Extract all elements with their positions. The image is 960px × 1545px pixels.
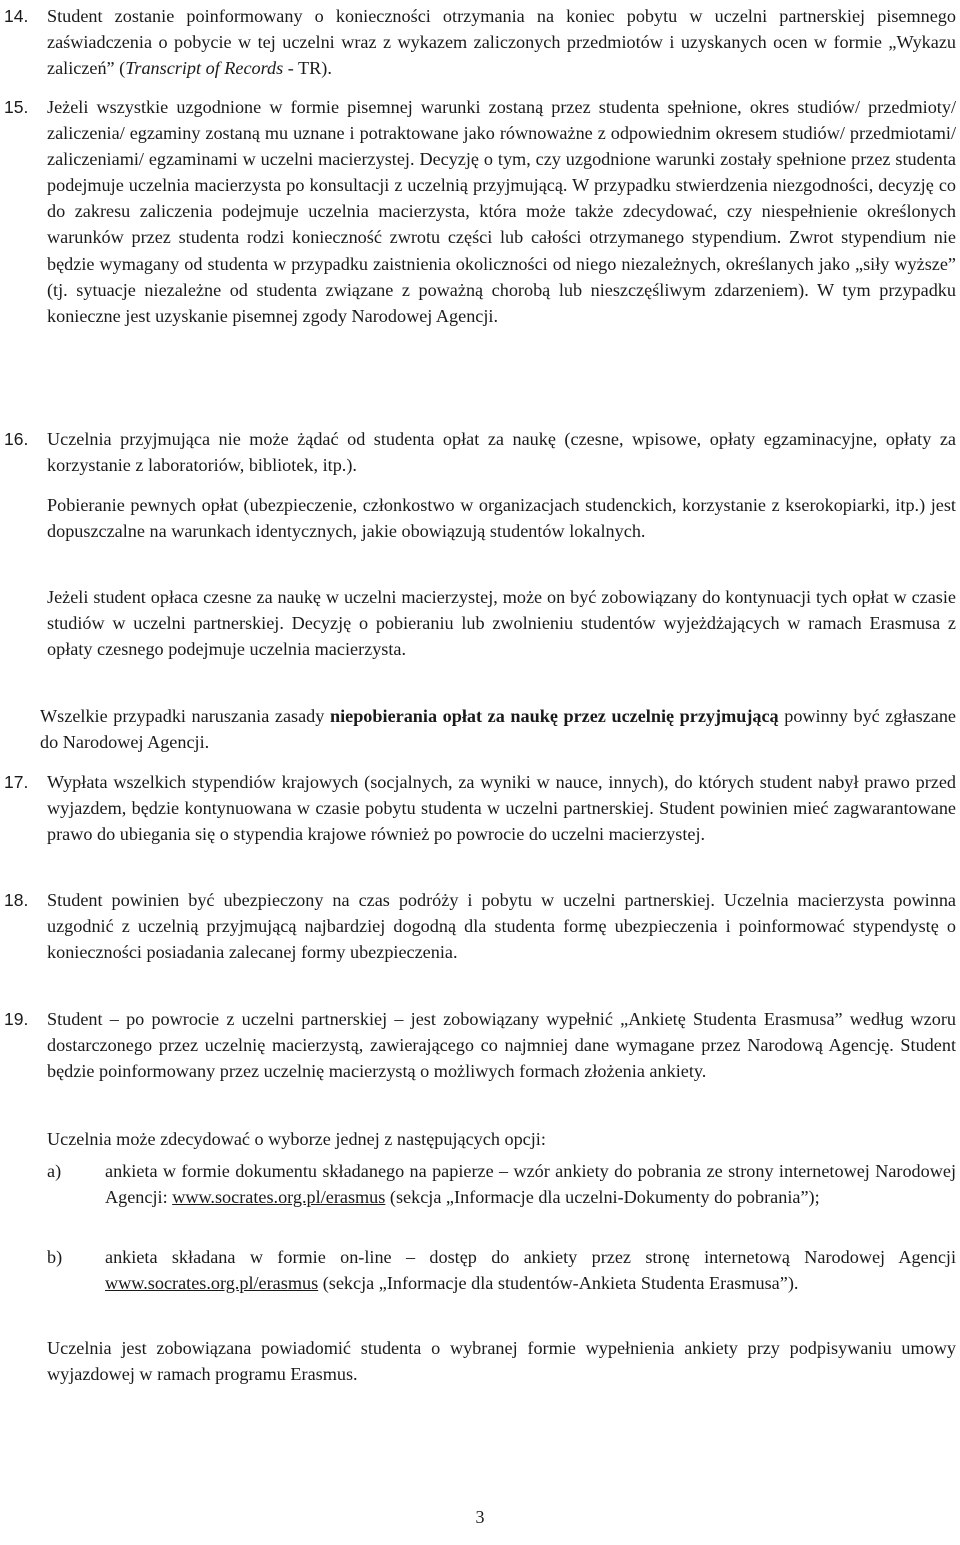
option-a-label: a) — [47, 1161, 62, 1181]
option-a-text — [105, 1158, 956, 1210]
section-15-text: Jeżeli wszystkie uzgodnione w formie pisemnej warunki zostaną przez studenta spełnione, okres studiów/ przedmioty/ zaliczenia/ egzaminy zostaną mu uznane i potraktowane jako równoważne z odpowiednim okresem studiów/ przedmiotami/ zaliczeniami/ egzaminami w uczelni macierzystej. Decyzję o tym, czy uzgodnione warunki zostały spełnione przez studenta podejmuje uczelnia macierzysta po konsultacji z uczelnią przyjmującą. W przypadku stwierdzenia niezgodności, decyzję co do zakresu zaliczenia podejmuje uczelnia macierzysta, która może także zdecydować, czy niespełnienie określonych warunków przez studenta rodzi konieczność zwrotu części lub całości otrzymanego stypendium. Zwrot stypendium nie będzie wymagany od studenta w przypadku zaistnienia okoliczności od niego niezależnych, określanych jako „siły wyższe” (tj. sytuacje niezależne od studenta związane z poważną chorobą lub nieszczęśliwym zdarzeniem). W tym przypadku konieczne jest uzyskanie pisemnej zgody Narodowej Agencji. — [47, 97, 956, 326]
section-19-text-1: Student – po powrocie z uczelni partnerskiej – jest zobowiązany wypełnić „Ankietę Studenta Erasmusa” według wzoru dostarczonego przez uczelnię macierzystą, zawierającego co najmniej dane wymagane przez Narodową Agencję. Student będzie poinformowany przez uczelnię macierzystą o możliwych formach złożenia ankiety. — [47, 1009, 956, 1082]
option-b-label: b) — [47, 1247, 63, 1267]
section-16-text-1: Uczelnia przyjmująca nie może żądać od studenta opłat za naukę (czesne, wpisowe, opłaty egzaminacyjne, opłaty za korzystanie z laboratoriów, bibliotek, itp.). — [47, 429, 956, 476]
section-number: 17. — [4, 772, 29, 792]
text-run: powinny być zgłaszane do Narodowej Agencji. — [40, 706, 956, 753]
section-number: 16. — [4, 429, 29, 449]
section-19-text-2: Uczelnia może zdecydować o wyborze jednej z następujących opcji: — [47, 1129, 546, 1149]
section-number: 19. — [4, 1009, 29, 1029]
section-19-text-3: Uczelnia jest zobowiązana powiadomić studenta o wybranej formie wypełnienia ankiety przy podpisywaniu umowy wyjazdowej w ramach programu Erasmus. — [47, 1338, 956, 1385]
text-run: ankieta w formie dokumentu składanego na papierze – wzór ankiety do pobrania ze strony internetowej Narodowej Agencji: — [105, 1161, 956, 1208]
text-run: - TR). — [283, 58, 332, 79]
erasmus-link[interactable]: www.socrates.org.pl/erasmus — [172, 1187, 386, 1208]
text-run: ankieta składana w formie on-line – dostęp do ankiety przez stronę internetową Narodowej Agencji — [105, 1247, 956, 1267]
section-number: 15. — [4, 97, 29, 117]
section-number: 14. — [4, 6, 29, 26]
section-16-text-3: Jeżeli student opłaca czesne za naukę w uczelni macierzystej, może on być zobowiązany do kontynuacji tych opłat w czasie studiów w uczelni partnerskiej. Decyzję o pobieraniu lub zwolnieniu studentów wyjeżdżających w ramach Erasmusa z opłaty czesnego podejmuje uczelnia macierzysta. — [47, 587, 956, 660]
page-number: 3 — [475, 1507, 485, 1527]
section-14-text — [47, 3, 956, 81]
transcript-italic: Transcript of Records — [125, 58, 284, 79]
text-run: (sekcja „Informacje dla studentów-Ankieta Studenta Erasmusa”). — [318, 1273, 799, 1294]
section-number: 18. — [4, 890, 29, 910]
text-run: Wszelkie przypadki naruszania zasady — [40, 706, 330, 726]
section-17-text: Wypłata wszelkich stypendiów krajowych (socjalnych, za wyniki w nauce, innych), do których student nabył prawo przed wyjazdem, będzie kontynuowana w czasie pobytu studenta w uczelni partnerskiej. Student powinien mieć zagwarantowane prawo do ubiegania się o stypendia krajowe również po powrocie do uczelni macierzystej. — [47, 772, 956, 845]
section-16-text-4 — [40, 703, 956, 755]
section-16-text-2: Pobieranie pewnych opłat (ubezpieczenie, członkostwo w organizacjach studenckich, korzystanie z kserokopiarki, itp.) jest dopuszczalne na warunkach identycznych, jakie obowiązują studentów lokalnych. — [47, 495, 956, 542]
text-run: Student zostanie poinformowany o konieczności otrzymania na koniec pobytu w uczelni partnerskiej pisemnego zaświadczenia o pobycie w tej uczelni wraz z wykazem zaliczonych przedmiotów i uzyskanych ocen w formie „Wykazu zaliczeń” ( — [47, 6, 956, 79]
text-run: (sekcja „Informacje dla uczelni-Dokumenty do pobrania”); — [385, 1187, 820, 1208]
option-b-text — [105, 1244, 956, 1296]
bold-text: niepobierania opłat za naukę przez uczelnię przyjmującą — [329, 706, 779, 726]
section-18-text: Student powinien być ubezpieczony na czas podróży i pobytu w uczelni partnerskiej. Uczelnia macierzysta powinna uzgodnić z uczelnią przyjmującą najbardziej dogodną dla studenta formę ubezpieczenia i poinformować stypendystę o konieczności posiadania zalecanej formy ubezpieczenia. — [47, 890, 956, 963]
erasmus-link[interactable]: www.socrates.org.pl/erasmus — [105, 1273, 319, 1294]
